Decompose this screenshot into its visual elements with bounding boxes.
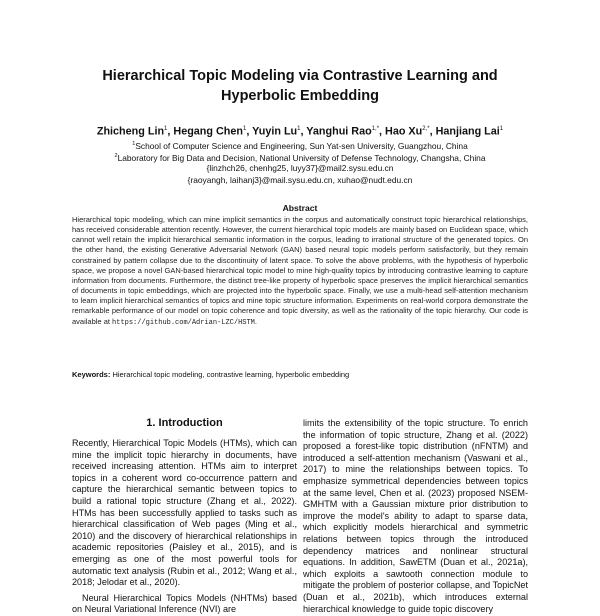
intro-paragraph-2: Neural Hierarchical Topics Models (NHTMs) based on Neural Variational Inference (NVI) are <box>72 592 297 615</box>
author-mark: 1 <box>164 126 168 132</box>
author-mark: 1 <box>297 126 301 132</box>
intro-right-paragraph: limits the extensibility of the topic structure. To enrich the information of topic structure, Zhang et al. (2022) proposed a forest-like topic distribution (nFNTM) and introduced a self-attention mechanism (Vaswani et al., 2017) to mine the relationships between topics. To emphasize symmetrical dependencies between topics at the same level, Chen et al. (2023) proposed NSEM-GMHTM with a Gaussian mixture prior distribution to improve the model's ability to adapt to sparse data, which explicitly models hierarchical and symmetric relations between topics through the introduced dependency matrices and nonlinear structural equations. In addition, SawETM (Duan et al., 2021a), which exploits a sawtooth connection module to mitigate the problem of posterior collapse, and TopicNet (Duan et al., 2021b), which introduces external hierarchical knowledge to guide topic discovery <box>303 418 528 614</box>
keywords <box>72 370 528 380</box>
affiliation-2 <box>30 151 570 163</box>
keywords-label: Keywords: <box>72 370 111 379</box>
author-name: Yuyin Lu <box>252 125 298 138</box>
section-title-introduction: 1. Introduction <box>146 417 223 429</box>
author-name: Zhicheng Lin <box>96 125 165 138</box>
affiliation-text: Laboratory for Big Data and Decision, National University of Defense Technology, Changsha, China <box>117 152 486 163</box>
intro-right-column <box>303 418 528 615</box>
author-mark: 1,* <box>371 126 380 132</box>
paper-title-line2: Hyperbolic Embedding <box>221 88 379 104</box>
affiliation-1 <box>30 139 570 151</box>
author-name: Hegang Chen <box>173 125 243 138</box>
code-url-link[interactable]: https://github.com/Adrian-LZC/HSTM <box>112 318 255 327</box>
paper-title-line1: Hierarchical Topic Modeling via Contrastive Learning and <box>102 68 498 84</box>
author-name: Yanghui Rao <box>306 125 372 138</box>
affiliation-text: School of Computer Science and Engineering, Sun Yat-sen University, Guangzhou, China <box>135 140 468 151</box>
author-mark: 2,* <box>422 126 430 132</box>
author-mark: 1 <box>499 126 504 132</box>
affiliation-mark: 2 <box>114 153 118 159</box>
author-name: Hanjiang Lai <box>435 125 500 138</box>
author-list: Zhicheng Lin$^1$, Hegang Chen$^1$, Yuyin Lu$^1$, Yanghui Rao$^{1,*}$, Hao $Xu^{2,*}$, Hanjiang Lai$^1$ <box>96 125 504 138</box>
abstract-body: Hierarchical topic modeling, which can mine implicit semantics in the corpus and automatically construct topic hierarchical relationships, has received considerable attention recently. However, the current hierarchical topic models are mainly based on Euclidean space, which cannot well retain the implicit hierarchical semantic information in the corpus, leading to irrational structure of the generated topics. On the other hand, the existing Generative Adversarial Network (GAN) based neural topic models perform satisfactorily, but they remain constrained by pattern collapse due to the discontinuity of latent space. To solve the above problems, with the hypothesis of hyperbolic space, we propose a novel GAN-based hierarchical topic model to mine high-quality topics by introducing contrastive learning to capture information from documents. Furthermore, the distinct tree-like property of hyperbolic space preserves the implicit hierarchical semantics of documents in topic embeddings, which are projected into the hyperbolic space. Finally, we use a multi-head self-attention mechanism to learn implicit hierarchical semantics of topics and mine topic structure information. Experiments on real-world corpora demonstrate the remarkable performance of our model on topic coherence and topic diversity, as well as the rationality of the topic hierarchy. Our code is available at https://github.com/Adrian-LZC/HSTM. <box>72 215 528 327</box>
paper-title <box>60 66 540 106</box>
intro-left-column <box>72 438 297 616</box>
email-line-1: {linzhch26, chenhg25, luyy37}@mail2.sysu.edu.cn <box>206 163 394 173</box>
author-mark: 1 <box>242 126 247 132</box>
author-name: Hao Xu <box>385 125 423 138</box>
email-line-2: {raoyangh, laihanj3}@mail.sysu.edu.cn, xuhao@nudt.edu.cn <box>187 175 413 185</box>
keywords-text: Hierarchical topic modeling, contrastive learning, hyperbolic embedding <box>112 370 350 379</box>
intro-paragraph-1: Recently, Hierarchical Topic Models (HTMs), which can mine the implicit topic hierarchy in documents, have received increasing attention. HTMs aim to interpret topics in a coherent word co-occurrence pattern and capture the hierarchical semantic between topics to build a rational topic structure (Zhang et al., 2022). HTMs has been successfully applied to tasks such as hierarchical classification of Web pages (Ming et al., 2010) and the discovery of hierarchical relationships in academic repositories (Paisley et al., 2015), and is emerging as one of the most powerful tools for automatic text analysis (Rubin et al., 2012; Wang et al., 2018; Jelodar et al., 2020). <box>72 438 297 588</box>
abstract-text: Hierarchical topic modeling, which can mine implicit semantics in the corpus and automatically construct topic hierarchical relationships, has received considerable attention recently. However, the current hierarchical topic models are mainly based on Euclidean space, which cannot well retain the implicit hierarchical semantic information in the corpus, leading to irrational structure of the generated topics. On the other hand, the existing Generative Adversarial Network (GAN) based neural topic models perform satisfactorily, but they remain constrained by pattern collapse due to the discontinuity of latent space. To solve the above problems, with the hypothesis of hyperbolic space, we propose a novel GAN-based hierarchical topic model to mine high-quality topics by introducing contrastive learning to capture information from documents. Furthermore, the distinct tree-like property of hyperbolic space preserves the implicit hierarchical semantics of documents in topic embeddings, which are projected into the hyperbolic space. Finally, we use a multi-head self-attention mechanism to learn implicit hierarchical semantics of topics and mine topic structure information. Experiments on real-world corpora demonstrate the remarkable performance of our model on topic coherence and topic diversity, as well as the rationality of the topic hierarchy. Our code is available at <box>72 215 528 326</box>
affiliation-mark: 1 <box>132 141 136 147</box>
abstract-heading: Abstract <box>282 203 318 213</box>
